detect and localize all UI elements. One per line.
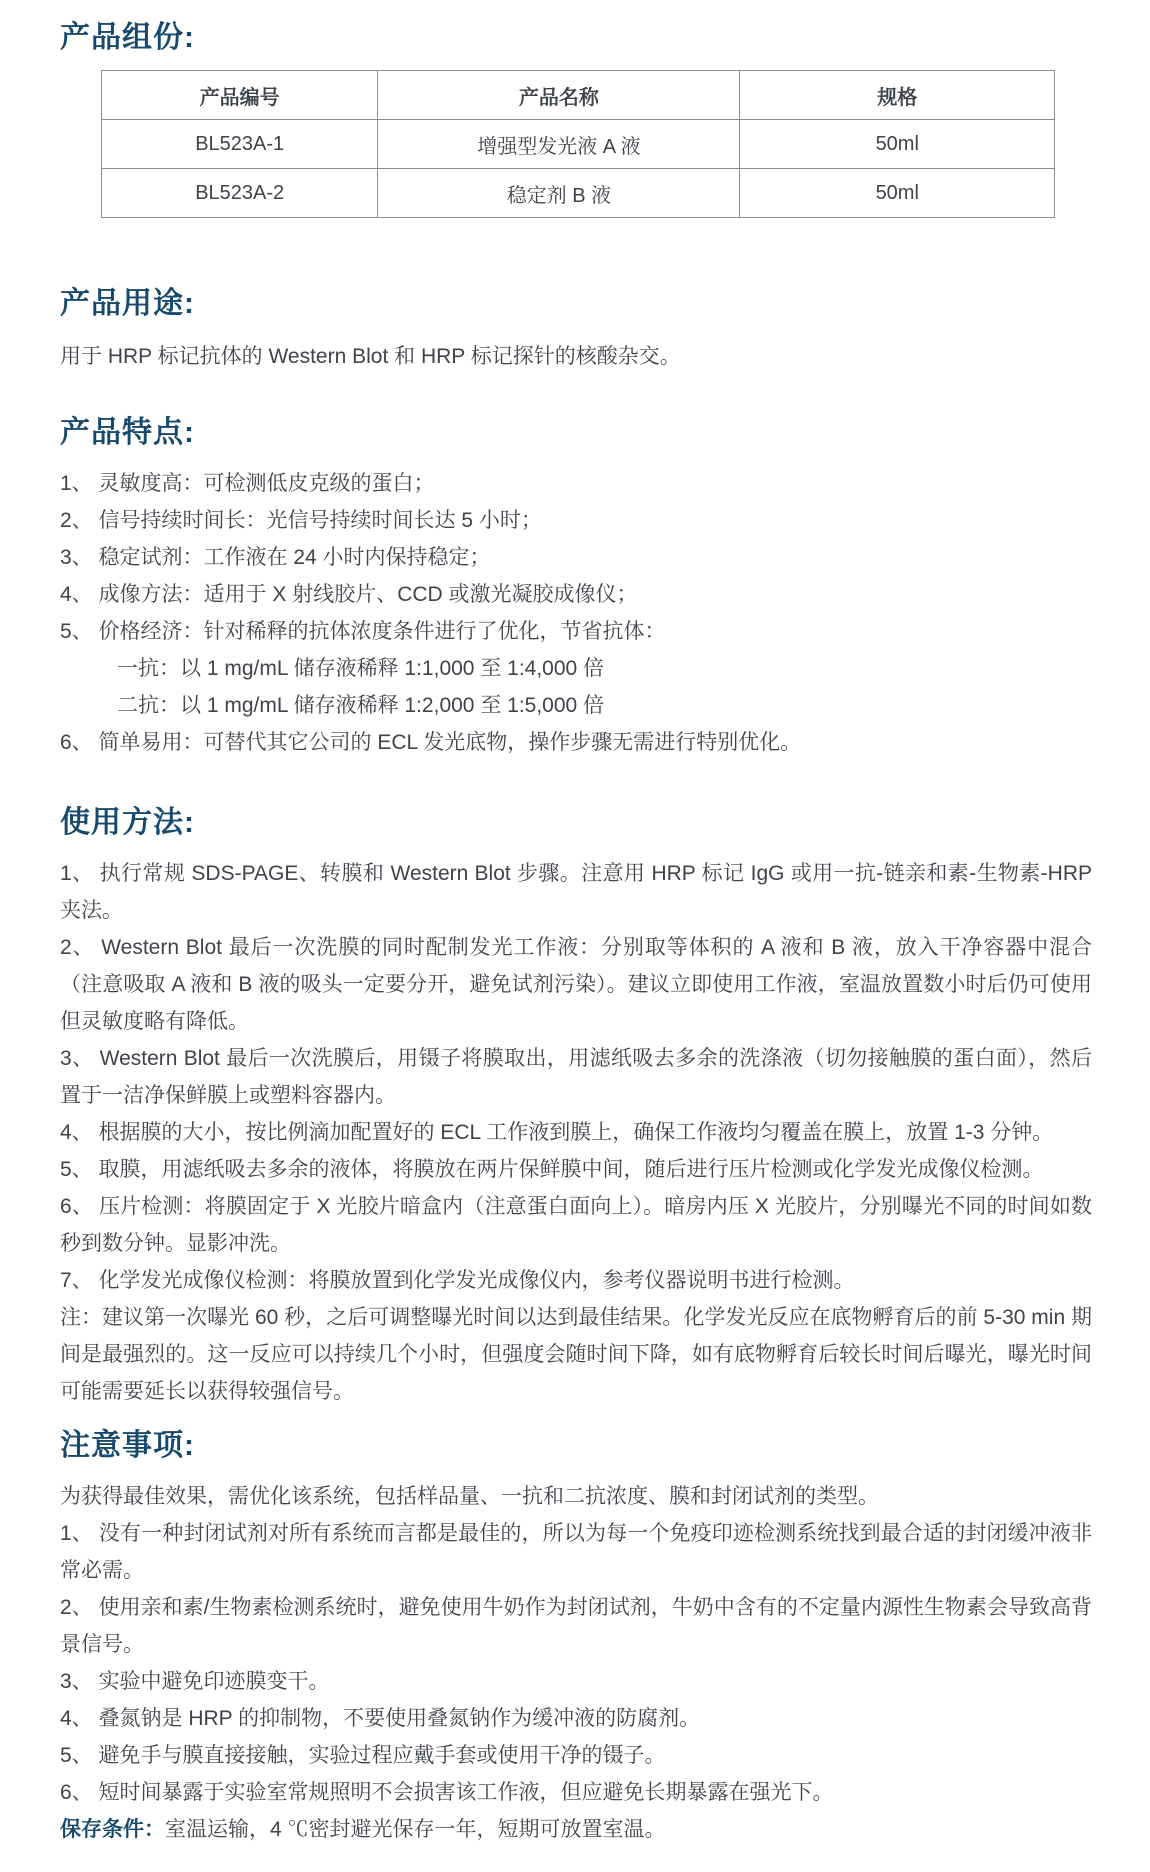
table-row bbox=[102, 120, 1055, 169]
table-header-product-code: 产品编号 bbox=[102, 71, 378, 120]
section-heading-usage: 产品用途: bbox=[60, 287, 195, 320]
storage-label: 保存条件： bbox=[60, 1818, 165, 1841]
feature-subitem-primary-antibody: 一抗：以 1 mg/mL 储存液稀释 1:1,000 至 1:4,000 倍 bbox=[117, 657, 605, 680]
method-step: 2、 Western Blot 最后一次洗膜的同时配制发光工作液：分别取等体积的 A 液和 B 液，放入干净容器中混合（注意吸取 A 液和 B 液的吸头一定要分开，避免试剂污染）。建议立即使用工作液，室温放置数小时后仍可使用但灵敏度略有降低。 bbox=[60, 936, 1092, 1033]
table-cell-spec: 50ml bbox=[740, 120, 1055, 169]
feature-item: 2、 信号持续时间长：光信号持续时间长达 5 小时； bbox=[60, 509, 542, 532]
note-item: 2、 使用亲和素/生物素检测系统时，避免使用牛奶作为封闭试剂，牛奶中含有的不定量内源性生物素会导致高背景信号。 bbox=[60, 1596, 1092, 1656]
table-cell-name: 增强型发光液 A 液 bbox=[378, 120, 740, 169]
section-heading-features: 产品特点: bbox=[60, 416, 195, 449]
method-step: 3、 Western Blot 最后一次洗膜后，用镊子将膜取出，用滤纸吸去多余的洗涤液（切勿接触膜的蛋白面），然后置于一洁净保鲜膜上或塑料容器内。 bbox=[60, 1047, 1092, 1107]
feature-item: 5、 价格经济：针对稀释的抗体浓度条件进行了优化，节省抗体： bbox=[60, 620, 666, 643]
notes-intro: 为获得最佳效果，需优化该系统，包括样品量、一抗和二抗浓度、膜和封闭试剂的类型。 bbox=[60, 1485, 879, 1508]
usage-paragraph: 用于 HRP 标记抗体的 Western Blot 和 HRP 标记探针的核酸杂交。 bbox=[60, 345, 681, 368]
table-header-row bbox=[102, 71, 1055, 120]
note-item: 6、 短时间暴露于实验室常规照明不会损害该工作液，但应避免长期暴露在强光下。 bbox=[60, 1781, 834, 1804]
notes-list bbox=[60, 1478, 1092, 1811]
features-list bbox=[60, 465, 1092, 761]
feature-item: 6、 简单易用：可替代其它公司的 ECL 发光底物，操作步骤无需进行特别优化。 bbox=[60, 731, 802, 754]
method-step: 4、 根据膜的大小，按比例滴加配置好的 ECL 工作液到膜上，确保工作液均匀覆盖在膜上，放置 1-3 分钟。 bbox=[60, 1121, 1054, 1144]
table-header-product-name: 产品名称 bbox=[378, 71, 740, 120]
note-item: 5、 避免手与膜直接接触，实验过程应戴手套或使用干净的镊子。 bbox=[60, 1744, 666, 1767]
table-cell-code: BL523A-2 bbox=[102, 169, 378, 218]
section-heading-notes: 注意事项: bbox=[60, 1429, 195, 1462]
section-heading-method: 使用方法: bbox=[60, 806, 195, 839]
method-note: 注：建议第一次曝光 60 秒，之后可调整曝光时间以达到最佳结果。化学发光反应在底物孵育后的前 5-30 min 期间是最强烈的。这一反应可以持续几个小时，但强度会随时间下降，如有底物孵育后较长时间后曝光，曝光时间可能需要延长以获得较强信号。 bbox=[60, 1306, 1092, 1403]
table-row bbox=[102, 169, 1055, 218]
method-step: 6、 压片检测：将膜固定于 X 光胶片暗盒内（注意蛋白面向上）。暗房内压 X 光胶片，分别曝光不同的时间如数秒到数分钟。显影冲洗。 bbox=[60, 1195, 1092, 1255]
table-cell-code: BL523A-1 bbox=[102, 120, 378, 169]
storage-text: 室温运输，4 ℃密封避光保存一年，短期可放置室温。 bbox=[165, 1818, 666, 1841]
components-table bbox=[101, 70, 1055, 218]
method-list bbox=[60, 855, 1092, 1410]
feature-subitem-secondary-antibody: 二抗：以 1 mg/mL 储存液稀释 1:2,000 至 1:5,000 倍 bbox=[117, 694, 605, 717]
feature-item: 1、 灵敏度高：可检测低皮克级的蛋白； bbox=[60, 472, 435, 495]
storage-conditions bbox=[60, 1811, 1092, 1848]
note-item: 3、 实验中避免印迹膜变干。 bbox=[60, 1670, 330, 1693]
note-item: 4、 叠氮钠是 HRP 的抑制物，不要使用叠氮钠作为缓冲液的防腐剂。 bbox=[60, 1707, 701, 1730]
method-step: 1、 执行常规 SDS-PAGE、转膜和 Western Blot 步骤。注意用 HRP 标记 IgG 或用一抗-链亲和素-生物素-HRP 夹法。 bbox=[60, 862, 1092, 922]
section-heading-components: 产品组份: bbox=[60, 21, 195, 54]
feature-item: 3、 稳定试剂：工作液在 24 小时内保持稳定； bbox=[60, 546, 491, 569]
table-cell-spec: 50ml bbox=[740, 169, 1055, 218]
note-item: 1、 没有一种封闭试剂对所有系统而言都是最佳的，所以为每一个免疫印迹检测系统找到最合适的封闭缓冲液非常必需。 bbox=[60, 1522, 1092, 1582]
feature-item: 4、 成像方法：适用于 X 射线胶片、CCD 或激光凝胶成像仪； bbox=[60, 583, 638, 606]
method-step: 7、 化学发光成像仪检测：将膜放置到化学发光成像仪内，参考仪器说明书进行检测。 bbox=[60, 1269, 855, 1292]
table-cell-name: 稳定剂 B 液 bbox=[378, 169, 740, 218]
table-header-spec: 规格 bbox=[740, 71, 1055, 120]
method-step: 5、 取膜，用滤纸吸去多余的液体，将膜放在两片保鲜膜中间，随后进行压片检测或化学发光成像仪检测。 bbox=[60, 1158, 1044, 1181]
